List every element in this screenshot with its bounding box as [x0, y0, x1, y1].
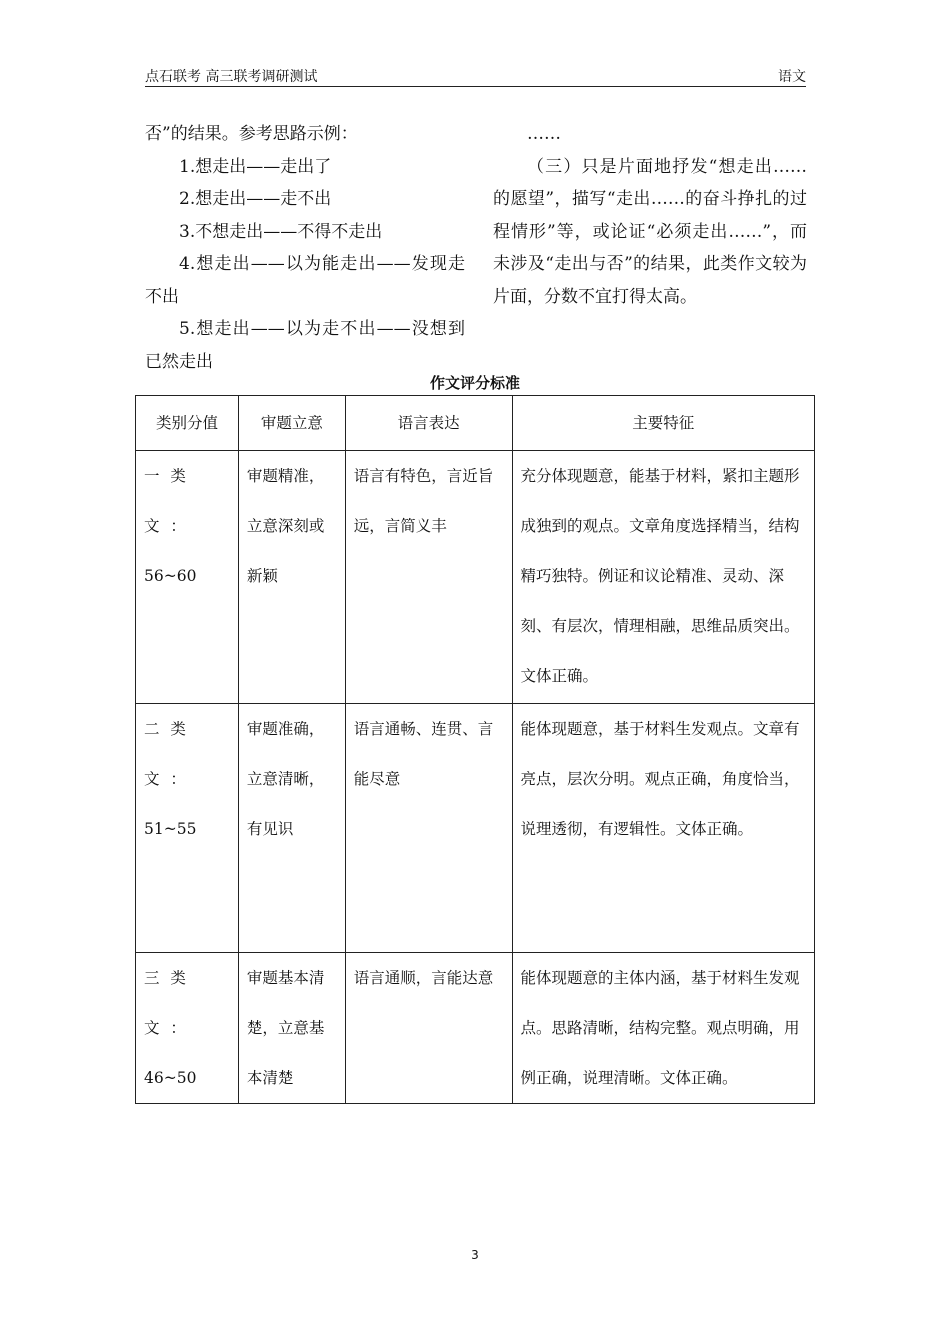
list-item: 5.想走出——以为走不出——没想到已然走出 [145, 319, 465, 372]
category-cell [136, 451, 239, 704]
page-number: 3 [471, 1248, 479, 1262]
topic-cell: 审题准确，立意清晰，有见识 [238, 704, 345, 953]
language-cell: 语言通畅、连贯、言能尽意 [345, 704, 512, 953]
score-range: 56~60 [144, 567, 197, 585]
header-category: 类别分值 [136, 396, 239, 451]
header-exam-title: 点石联考 高三联考调研测试 [145, 69, 318, 85]
list-item: 1.想走出——走出了 [179, 156, 332, 177]
table-row [136, 451, 815, 704]
header-features: 主要特征 [512, 396, 814, 451]
table-header-row [136, 396, 815, 451]
right-paragraph: （三）只是片面地抒发“想走出……的愿望”，描写“走出……的奋斗挣扎的过程情形”等，或论证“必须走出……”，而未涉及“走出与否”的结果，此类作文较为片面，分数不宜打得太高。 [493, 156, 807, 307]
category-label: 一类文： [144, 467, 197, 535]
features-cell: 能体现题意，基于材料生发观点。文章有亮点，层次分明。观点正确，角度恰当，说理透彻，有逻辑性。文体正确。 [512, 704, 814, 953]
features-cell: 能体现题意的主体内涵，基于材料生发观点。思路清晰，结构完整。观点明确，用例正确，说理清晰。文体正确。 [512, 953, 814, 1104]
list-item: 3.不想走出——不得不走出 [179, 221, 383, 242]
table-row [136, 953, 815, 1104]
topic-cell: 审题精准，立意深刻或新颖 [238, 451, 345, 704]
language-cell: 语言有特色，言近旨远，言简义丰 [345, 451, 512, 704]
table-row [136, 704, 815, 953]
header-language: 语言表达 [345, 396, 512, 451]
list-item: 2.想走出——走不出 [179, 189, 332, 209]
right-ellipsis: …… [527, 124, 561, 144]
category-label: 二类文： [144, 720, 197, 788]
score-range: 46~50 [144, 1069, 197, 1087]
list-item: 4.想走出——以为能走出——发现走不出 [145, 254, 465, 307]
left-intro: 否”的结果。参考思路示例： [145, 124, 358, 144]
page-header [145, 64, 806, 87]
topic-cell: 审题基本清楚，立意基本清楚 [238, 953, 345, 1104]
category-cell [136, 704, 239, 953]
category-label: 三类文： [144, 969, 197, 1037]
table-title: 作文评分标准 [429, 374, 520, 392]
left-column [145, 118, 465, 378]
header-topic: 审题立意 [238, 396, 345, 451]
header-subject: 语文 [778, 69, 806, 85]
language-cell: 语言通顺，言能达意 [345, 953, 512, 1104]
score-range: 51~55 [144, 820, 197, 838]
features-cell: 充分体现题意，能基于材料，紧扣主题形成独到的观点。文章角度选择精当，结构精巧独特。例证和议论精准、灵动、深刻、有层次，情理相融，思维品质突出。文体正确。 [512, 451, 814, 704]
right-column [493, 118, 807, 313]
scoring-table [135, 395, 815, 1104]
category-cell [136, 953, 239, 1104]
